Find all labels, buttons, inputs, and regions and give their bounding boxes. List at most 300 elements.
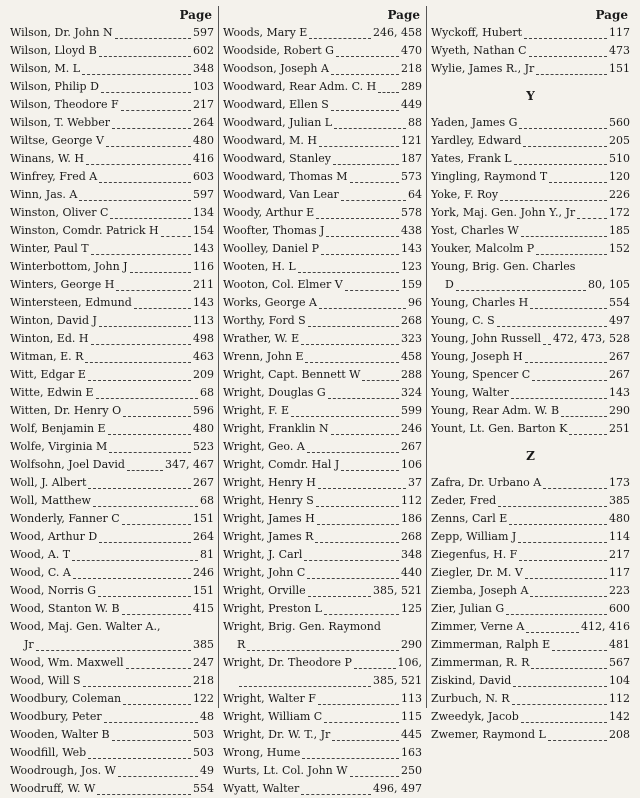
leader-dots	[577, 210, 607, 219]
entry-page-number: 463	[193, 350, 214, 363]
leader-dots	[307, 570, 399, 579]
index-entry	[223, 222, 422, 240]
entry-page-number: 122	[193, 692, 214, 705]
entry-name: Woodward, Stanley	[223, 152, 331, 165]
leader-dots	[302, 750, 399, 759]
entry-name: Woodside, Robert G	[223, 44, 334, 57]
index-entry	[223, 474, 422, 492]
leader-dots	[86, 156, 191, 165]
entry-page-number: 106,	[397, 656, 422, 669]
entry-page-number: 223	[609, 584, 630, 597]
leader-dots	[549, 174, 607, 183]
entry-page-number: 267	[193, 476, 214, 489]
index-entry	[10, 24, 214, 42]
entry-name: Winterbottom, John J	[10, 260, 128, 273]
index-entry	[10, 150, 214, 168]
entry-name: Wright, James R	[223, 530, 314, 543]
leader-dots	[332, 732, 399, 741]
leader-dots	[350, 174, 399, 183]
entry-name: Wright, Geo. A	[223, 440, 305, 453]
entry-name: Wrong, Hume	[223, 746, 301, 759]
leader-dots	[307, 444, 399, 453]
leader-dots	[109, 444, 191, 453]
entry-name: Zafra, Dr. Urbano A	[431, 476, 542, 489]
entry-name: Wright, Dr. W. T., Jr	[223, 728, 331, 741]
index-entry	[223, 96, 422, 114]
index-entry	[223, 456, 422, 474]
index-entry	[431, 150, 630, 168]
entry-name: Wolfsohn, Joel David	[10, 458, 125, 471]
leader-dots	[536, 66, 607, 75]
index-entry	[431, 474, 630, 492]
index-entry	[223, 546, 422, 564]
entry-name: Ziskind, David	[431, 674, 512, 687]
entry-name: Wooten, H. L	[223, 260, 296, 273]
index-entry	[10, 582, 214, 600]
index-entry	[10, 510, 214, 528]
entry-page-number: 112	[401, 494, 422, 507]
leader-dots	[569, 426, 607, 435]
entry-name: Winston, Oliver C	[10, 206, 109, 219]
entry-name: Wright, Henry H	[223, 476, 316, 489]
leader-dots	[110, 210, 191, 219]
entry-page-number: 438	[401, 224, 422, 237]
entry-name: Zweedyk, Jacob	[431, 710, 519, 723]
leader-dots	[561, 408, 607, 417]
entry-name: Winton, David J	[10, 314, 97, 327]
entry-page-number: 120	[609, 170, 630, 183]
index-entry	[10, 618, 214, 636]
index-entry	[431, 24, 630, 42]
leader-dots	[526, 624, 579, 633]
entry-name: Woodward, Van Lear	[223, 188, 339, 201]
entry-name: Winfrey, Fred A	[10, 170, 98, 183]
leader-dots	[525, 570, 607, 579]
index-entry	[431, 636, 630, 654]
entry-page-number: 173	[609, 476, 630, 489]
leader-dots	[523, 138, 607, 147]
entry-name: Winn, Jas. A	[10, 188, 78, 201]
index-entry	[431, 222, 630, 240]
entry-name: Yates, Frank L	[431, 152, 512, 165]
entry-page-number: 48	[200, 710, 214, 723]
index-entry	[10, 456, 214, 474]
entry-name: Wilson, Theodore F	[10, 98, 119, 111]
leader-dots	[362, 372, 399, 381]
entry-name: Woodward, Julian L	[223, 116, 333, 129]
leader-dots	[529, 48, 607, 57]
index-entry	[223, 78, 422, 96]
entry-name: Wright, Henry S	[223, 494, 314, 507]
entry-page-number: 143	[401, 242, 422, 255]
index-entry	[10, 168, 214, 186]
entry-name: Young, Rear Adm. W. B	[431, 404, 560, 417]
entry-page-number: 480	[609, 512, 630, 525]
index-entry	[10, 114, 214, 132]
entry-name: Woofter, Thomas J	[223, 224, 325, 237]
leader-dots	[548, 732, 607, 741]
entry-page-number: 523	[193, 440, 214, 453]
index-entry	[223, 186, 422, 204]
entry-page-number: 264	[193, 116, 214, 129]
entry-page-number: 440	[401, 566, 422, 579]
index-entry	[10, 60, 214, 78]
entry-page-number: 96	[408, 296, 422, 309]
leader-dots	[97, 786, 191, 795]
entry-name: Zimmer, Verne A	[431, 620, 525, 633]
entry-page-number: 596	[193, 404, 214, 417]
leader-dots	[519, 120, 607, 129]
leader-dots	[518, 534, 607, 543]
entry-name: Ziegler, Dr. M. V	[431, 566, 523, 579]
entry-page-number: 385, 521	[373, 584, 422, 597]
index-entry	[10, 312, 214, 330]
index-entry	[10, 78, 214, 96]
entry-name: Young, Spencer C	[431, 368, 531, 381]
index-entry	[10, 258, 214, 276]
leader-dots	[530, 588, 607, 597]
entry-page-number: 268	[401, 530, 422, 543]
index-entry	[223, 204, 422, 222]
leader-dots	[73, 570, 191, 579]
leader-dots	[324, 606, 399, 615]
index-entry	[223, 168, 422, 186]
entry-name: Wright, Brig. Gen. Raymond	[223, 620, 381, 633]
entry-page-number: 603	[193, 170, 214, 183]
entry-name: Witman, E. R	[10, 350, 84, 363]
entry-page-number: 472, 473, 528	[553, 332, 630, 345]
leader-dots	[315, 534, 399, 543]
index-entry-continuation	[223, 672, 422, 690]
page-column-header: Page	[179, 8, 212, 22]
entry-name: Wood, Maj. Gen. Walter A.,	[10, 620, 161, 633]
leader-dots	[511, 390, 607, 399]
entry-page-number: 560	[609, 116, 630, 129]
entry-name: Young, Walter	[431, 386, 509, 399]
entry-page-number: 113	[193, 314, 214, 327]
index-entry	[10, 402, 214, 420]
index-column-1	[6, 6, 219, 795]
entry-page-number: 205	[609, 134, 630, 147]
index-entry	[431, 240, 630, 258]
index-entry	[431, 420, 630, 438]
leader-dots	[91, 336, 192, 345]
entry-page-number: 597	[193, 188, 214, 201]
entry-name: Wilson, T. Webber	[10, 116, 110, 129]
entry-page-number: 246	[401, 422, 422, 435]
entry-page-number: 480	[193, 134, 214, 147]
index-entry	[10, 690, 214, 708]
leader-dots	[112, 120, 191, 129]
index-entry	[223, 762, 422, 780]
leader-dots	[122, 606, 191, 615]
index-entry	[223, 42, 422, 60]
index-entry	[431, 402, 630, 420]
entry-name: Wright, Douglas G	[223, 386, 326, 399]
entry-page-number: 226	[609, 188, 630, 201]
entry-name: Youker, Malcolm P	[431, 242, 535, 255]
entry-name: Ziemba, Joseph A	[431, 584, 529, 597]
entry-page-number: 209	[193, 368, 214, 381]
index-entry	[10, 240, 214, 258]
entry-name: Woodward, Thomas M	[223, 170, 348, 183]
entry-name: Yingling, Raymond T	[431, 170, 548, 183]
entry-name: Woodbury, Coleman	[10, 692, 122, 705]
entry-name: Woll, J. Albert	[10, 476, 87, 489]
page-column-header: Page	[595, 8, 628, 22]
entry-page-number: 323	[401, 332, 422, 345]
entry-page-number: 385	[193, 638, 214, 651]
entry-page-number: 510	[609, 152, 630, 165]
leader-dots	[321, 246, 399, 255]
entry-name: Wright, Walter F	[223, 692, 316, 705]
entry-page-number: 602	[193, 44, 214, 57]
entry-name: Wood, A. T	[10, 548, 71, 561]
index-entry	[10, 708, 214, 726]
entry-name: Zimmerman, Ralph E	[431, 638, 551, 651]
entry-name: Wooden, Walter B	[10, 728, 110, 741]
leader-dots	[304, 552, 399, 561]
entry-page-number: 117	[609, 566, 630, 579]
leader-dots	[108, 426, 191, 435]
index-entry	[431, 312, 630, 330]
entry-page-number: 412, 416	[581, 620, 630, 633]
entry-page-number: 416	[193, 152, 214, 165]
index-entry-continuation	[223, 636, 422, 654]
leader-dots	[506, 606, 607, 615]
leader-dots	[88, 372, 191, 381]
entry-name: Woolley, Daniel P	[223, 242, 320, 255]
leader-dots	[88, 480, 191, 489]
entry-name: Wyeth, Nathan C	[431, 44, 527, 57]
index-entry	[10, 492, 214, 510]
index-entry	[10, 348, 214, 366]
leader-dots	[341, 462, 399, 471]
entry-page-number: 481	[609, 638, 630, 651]
entry-page-number: 114	[609, 530, 630, 543]
leader-dots	[521, 228, 607, 237]
entry-page-number: 497	[609, 314, 630, 327]
entry-page-number: 134	[193, 206, 214, 219]
entry-page-number: 268	[401, 314, 422, 327]
index-entry	[431, 654, 630, 672]
index-entry	[10, 420, 214, 438]
leader-dots	[298, 264, 399, 273]
index-entry	[431, 600, 630, 618]
leader-dots	[91, 246, 191, 255]
index-entry	[223, 564, 422, 582]
entry-name: York, Maj. Gen. John Y., Jr	[431, 206, 576, 219]
entry-page-number: 480	[193, 422, 214, 435]
entry-page-number: 218	[401, 62, 422, 75]
index-entry	[223, 150, 422, 168]
entry-page-number: 143	[193, 242, 214, 255]
leader-dots	[301, 336, 399, 345]
entry-page-number: 49	[200, 764, 214, 777]
leader-dots	[509, 516, 607, 525]
index-entry	[431, 114, 630, 132]
section-letter: Z	[526, 449, 535, 463]
entry-name: Wright, William C	[223, 710, 323, 723]
leader-dots	[79, 192, 191, 201]
entry-name: Winters, George H	[10, 278, 115, 291]
leader-dots	[345, 282, 399, 291]
leader-dots	[99, 318, 191, 327]
index-entry	[431, 168, 630, 186]
leader-dots	[72, 552, 198, 561]
index-entry	[223, 384, 422, 402]
entry-page-number: 112	[609, 692, 630, 705]
index-column-3	[427, 6, 634, 741]
index-entry	[10, 132, 214, 150]
entry-name: Wolf, Benjamin E	[10, 422, 106, 435]
entry-page-number: 445	[401, 728, 422, 741]
entry-name: Woods, Mary E	[223, 26, 308, 39]
index-entry	[10, 438, 214, 456]
index-entry	[431, 294, 630, 312]
entry-page-number: 81	[200, 548, 214, 561]
entry-name: Woodson, Joseph A	[223, 62, 329, 75]
entry-name: Zwemer, Raymond L	[431, 728, 546, 741]
entry-page-number: 449	[401, 98, 422, 111]
entry-name: Woodruff, W. W	[10, 782, 96, 795]
entry-name: Witte, Edwin E	[10, 386, 94, 399]
entry-name: Wilson, Dr. John N	[10, 26, 113, 39]
entry-page-number: 143	[609, 386, 630, 399]
index-entry	[223, 708, 422, 726]
leader-dots	[530, 300, 607, 309]
leader-dots	[497, 318, 607, 327]
entry-page-number: 290	[609, 404, 630, 417]
index-entry	[223, 132, 422, 150]
leader-dots	[36, 642, 191, 651]
entry-name: Wyatt, Walter	[223, 782, 300, 795]
leader-dots	[247, 642, 399, 651]
index-entry	[431, 510, 630, 528]
entry-page-number: 116	[193, 260, 214, 273]
entry-name: Wood, Norris G	[10, 584, 97, 597]
index-entry	[10, 564, 214, 582]
entry-page-number: 218	[193, 674, 214, 687]
entry-page-number: 68	[200, 494, 214, 507]
index-entry	[431, 132, 630, 150]
index-entry	[223, 690, 422, 708]
entry-name: Wright, Franklin N	[223, 422, 329, 435]
leader-dots	[134, 300, 191, 309]
entry-page-number: 348	[401, 548, 422, 561]
leader-dots	[498, 498, 607, 507]
entry-page-number: 217	[609, 548, 630, 561]
entry-name: Wood, Will S	[10, 674, 81, 687]
entry-name: Wintersteen, Edmund	[10, 296, 132, 309]
leader-dots	[122, 516, 191, 525]
leader-dots	[118, 768, 198, 777]
index-entry	[223, 726, 422, 744]
entry-page-number: 121	[401, 134, 422, 147]
index-entry	[431, 366, 630, 384]
entry-name: Winton, Ed. H	[10, 332, 89, 345]
index-entry	[223, 582, 422, 600]
entry-name: Woll, Matthew	[10, 494, 91, 507]
entry-page-number: 288	[401, 368, 422, 381]
leader-dots	[543, 480, 607, 489]
index-entry	[10, 366, 214, 384]
index-entry	[223, 402, 422, 420]
leader-dots	[318, 480, 406, 489]
index-entry	[223, 600, 422, 618]
leader-dots	[112, 732, 191, 741]
leader-dots	[328, 390, 399, 399]
entry-page-number: 211	[193, 278, 214, 291]
index-entry	[431, 42, 630, 60]
index-entry	[223, 438, 422, 456]
leader-dots	[130, 264, 191, 273]
entry-page-number: 37	[408, 476, 422, 489]
leader-dots	[93, 498, 198, 507]
index-entry	[10, 528, 214, 546]
entry-name: Winans, W. H	[10, 152, 84, 165]
entry-page-number: 246	[193, 566, 214, 579]
leader-dots	[101, 84, 191, 93]
entry-name: Zeder, Fred	[431, 494, 497, 507]
index-column-2	[219, 6, 427, 795]
leader-dots	[291, 408, 399, 417]
index-entry	[431, 384, 630, 402]
index-entry	[431, 528, 630, 546]
entry-name: Zimmerman, R. R	[431, 656, 530, 669]
leader-dots	[115, 30, 191, 39]
entry-name: Wright, Comdr. Hal J	[223, 458, 340, 471]
entry-name: Ziegenfus, H. F	[431, 548, 518, 561]
index-entry	[431, 708, 630, 726]
leader-dots	[331, 102, 399, 111]
index-entry	[223, 510, 422, 528]
entry-name: Yost, Charles W	[431, 224, 519, 237]
index-entry	[10, 474, 214, 492]
entry-name: Wright, John C	[223, 566, 306, 579]
section-letter: Y	[526, 89, 535, 103]
index-entry-continuation	[10, 636, 214, 654]
entry-page-number: 117	[609, 26, 630, 39]
index-entry	[431, 564, 630, 582]
entry-name: Wrather, W. E	[223, 332, 300, 345]
entry-name: Yount, Lt. Gen. Barton K	[431, 422, 568, 435]
leader-dots	[456, 282, 586, 291]
entry-name: Zenns, Carl E	[431, 512, 508, 525]
entry-page-number: 473	[609, 44, 630, 57]
index-entry	[10, 744, 214, 762]
index-entry	[10, 204, 214, 222]
entry-name: Woody, Arthur E	[223, 206, 315, 219]
entry-page-number: 115	[401, 710, 422, 723]
leader-dots	[305, 354, 399, 363]
entry-page-number: 246, 458	[373, 26, 422, 39]
index-entry	[431, 492, 630, 510]
entry-name: Yardley, Edward	[431, 134, 522, 147]
index-entry	[431, 186, 630, 204]
index-entry	[10, 384, 214, 402]
entry-name: Woodward, Ellen S	[223, 98, 329, 111]
leader-dots	[82, 66, 191, 75]
entry-name: Wood, Wm. Maxwell	[10, 656, 124, 669]
index-entry	[10, 546, 214, 564]
entry-name: D	[445, 278, 454, 291]
entry-name: Jr	[24, 638, 34, 651]
entry-page-number: 123	[401, 260, 422, 273]
entry-name: Wylie, James R., Jr	[431, 62, 535, 75]
entry-name: Witt, Edgar E	[10, 368, 86, 381]
entry-page-number: 600	[609, 602, 630, 615]
